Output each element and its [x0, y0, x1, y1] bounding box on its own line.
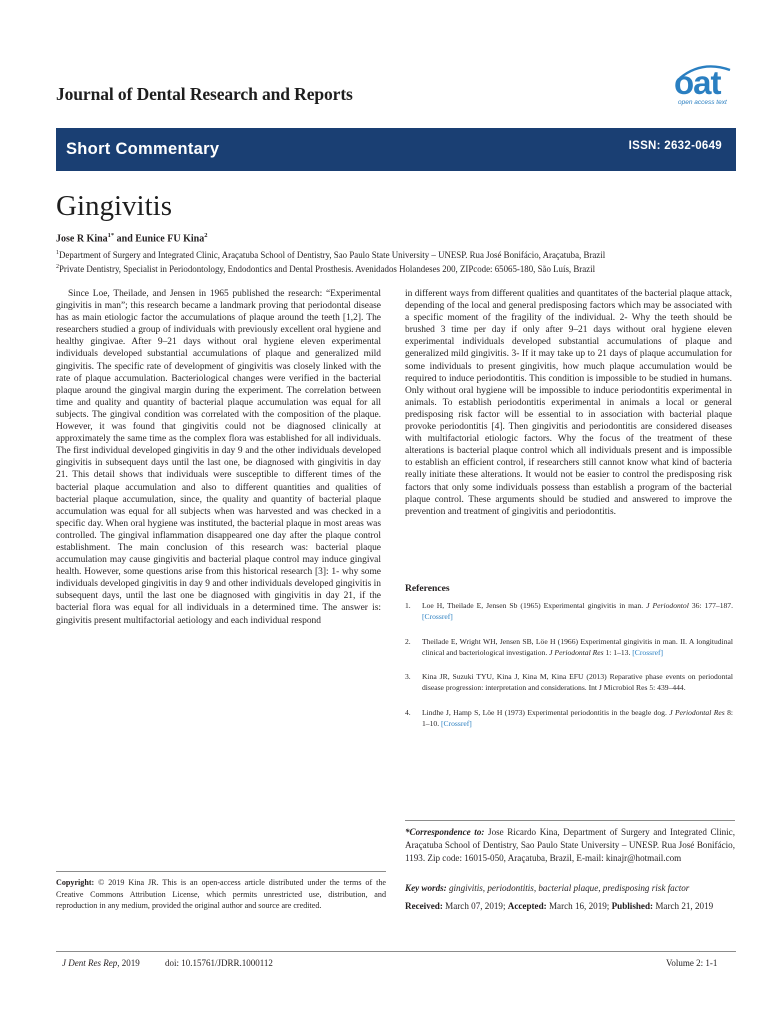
footer-year: 2019 — [119, 958, 140, 968]
reference-journal: J Periodontol — [646, 601, 689, 610]
issn-label: ISSN: 2632-0649 — [628, 140, 722, 152]
references-heading: References — [405, 583, 450, 594]
reference-item — [405, 600, 733, 623]
body-left-column: Since Loe, Theilade, and Jensen in 1965 published the research: “Experimental gingivitis in man”; this research became a landmark proving that periodontal disease has as main etiologic factor the accumulations of plaque around the teeth [1,2]. The researchers studied a group of individuals with previously excellent oral hygiene and healthy gingivae. After 9–21 days without oral hygiene eleven experimental individuals developed substantial accumulations of plaque and generalized mild gingivitis. The specific rate of development of gingivitis was closely linked with the rate of plaque accumulation. Bacteriological changes were verified in the bacterial plaque around the gingival margin during the experiment. The correlation between time and quality and quantity of bacterial plaque accumulation was equal for all subjects. The gingival condition was correlated with the composition of the plaque. However, it was found that gingivitis could not be diagnosed clinically at approximately the same time as the complex flora was established for all individuals. The first individual developed gingivitis in day 9 and the other individuals developed gingivitis in subsequent days until the last one, be diagnosed with gingivitis in day 21. This detail shows that individuals were susceptible to different times of the bacterial plaque accumulation and also to different quantities and qualities of bacterial plaque accumulation, since, the quality and quantity of bacterial plaque accumulation was equal for all subjects when was harvested and was checked in a specific day. When oral hygiene was instituted, the bacterial plaque in most areas was controlled. The gingival inflammation disappeared one day after the plaque control establishment. The main conclusion of this research was: bacterial plaque accumulation may cause gingivitis and bacterial plaque control may induce gingival health. However, some questions arise from this historical research [3]: 1- why some individuals developed gingivitis in day 9 and other individuals developed gingivitis in subsequent days, until the last one be diagnosed with gingivitis in day 21, if the bacterial flora was equal for all individuals in a determined time. The answer is: gingivitis present multifactorial aetiology and each individual respond — [56, 289, 381, 626]
author-1-sup: 1* — [107, 232, 115, 239]
reference-number: 4. — [405, 707, 411, 717]
reference-rest: 8: 1–10. — [422, 707, 733, 729]
published-label: Published: — [611, 901, 654, 911]
author-and: and — [114, 233, 136, 245]
affiliation-1 — [56, 250, 605, 260]
affiliation-1-text: Department of Surgery and Integrated Clinic, Araçatuba School of Dentistry, Sao Paulo State University – UNESP. Rua José Bonifácio, Araçatuba, Brazil — [59, 250, 606, 260]
affiliation-1-sup: 1 — [56, 250, 59, 257]
correspondence-divider — [405, 820, 735, 821]
body-right-column: in different ways from different qualities and quantitates of the bacterial plaque attack, depending of the local and general predisposing factors which may be associated with a specific moment of the fragility of the individual. 2- Why the teeth should be brushed 3 time per day if only after 9–21 days without oral hygiene eleven experimental individuals developed substantial accumulations of plaque and generalized mild gingivitis. 3- If it may take up to 21 days of plaque accumulation for some individuals to present gingivitis, how much plaque accumulation would be required to induce periodontitis. This condition is impossible to be studied in humans. Only without oral hygiene will be impossible to induce periodontitis experimental in animals. To establish periodontitis experimental in animals a local or general predisposing risk factor will be essential to in association with bacterial plaque provoke periodontitis [4]. Then gingivitis and periodontitis are considered diseases with multifactorial etiologic factors. Why the focus of the treatment of these alterations is bacterial plaque control which all individuals present and is impossible to establish an efficient control, if researchers still cannot know what kind of bacteria really initiate these alterations. It would not be easier to control the predisposing risk factors that only some individuals possess than establish a program of the bacterial plaque control. These arguments should be studied and answered to improve the prevention and treatment of gingivitis and periodontitis. — [405, 289, 732, 517]
reference-text: Lindhe J, Hamp S, Löe H (1973) Experimental periodontitis in the beagle dog. — [422, 707, 670, 717]
affiliation-2-text: Private Dentistry, Specialist in Periodontology, Endodontics and Dental Prosthesis. Avenidados Holandeses 200, ZIPcode: 65065-180, São Luís, Brazil — [59, 264, 596, 274]
copyright-text: © 2019 Kina JR. This is an open-access article distributed under the terms of the Creative Commons Attribution License, which permits unrestricted use, distribution, and reproduction in any medium, provided the original author and source are credited. — [56, 878, 386, 911]
reference-item — [405, 671, 733, 694]
author-line — [56, 232, 207, 244]
correspondence-label: *Correspondence to: — [405, 827, 485, 837]
reference-number: 1. — [405, 601, 411, 610]
reference-list — [405, 600, 733, 742]
reference-text: Theilade E, Wright WH, Jensen SB, Löe H (1966) Experimental gingivitis in man. II. A longitudinal clinical and bacteriological investigation. — [422, 636, 733, 657]
affiliation-2-sup: 2 — [56, 264, 59, 271]
reference-item — [405, 636, 733, 659]
dates-block — [405, 900, 735, 913]
reference-number: 2. — [405, 636, 411, 646]
footer-doi[interactable]: doi: 10.15761/JDRR.1000112 — [165, 958, 273, 968]
journal-title: Journal of Dental Research and Reports — [56, 84, 353, 104]
keywords-value: gingivitis, periodontitis, bacterial plaque, predisposing risk factor — [446, 883, 690, 893]
reference-rest: 36: 177–187. — [688, 601, 733, 610]
author-1: Jose R Kina — [56, 233, 108, 245]
received-date: March 07, 2019; — [442, 901, 508, 911]
footer-citation — [62, 958, 140, 968]
reference-text: Kina JR, Suzuki TYU, Kina J, Kina M, Kina EFU (2013) Reparative phase events on periodontal disease progression: interpretation and considerations. Int J Microbiol Res 5: 439–444. — [422, 672, 733, 693]
reference-journal: J Periodontal Res — [669, 707, 725, 717]
reference-text: Loe H, Theilade E, Jensen Sb (1965) Experimental gingivitis in man. — [422, 601, 647, 610]
accepted-label: Accepted: — [507, 901, 547, 911]
footer-volume: Volume 2: 1-1 — [666, 958, 718, 968]
footer-divider — [56, 951, 736, 952]
author-2: Eunice FU Kina — [135, 233, 205, 245]
reference-rest: 1: 1–13. — [603, 647, 633, 657]
author-2-sup: 2 — [204, 232, 208, 239]
keywords-block — [405, 883, 735, 893]
correspondence-block — [405, 826, 735, 865]
article-title: Gingivitis — [56, 190, 173, 222]
footer-journal-abbrev: J Dent Res Rep, — [62, 958, 120, 968]
article-type-banner — [56, 128, 736, 171]
accepted-date: March 16, 2019; — [546, 901, 612, 911]
keywords-label: Key words: — [405, 883, 447, 893]
copyright-block — [56, 877, 386, 912]
received-label: Received: — [405, 901, 443, 911]
reference-journal: J Periodontal Res — [549, 647, 604, 657]
logo-tagline: open access text — [678, 99, 727, 106]
affiliation-2 — [56, 264, 595, 274]
article-type-label: Short Commentary — [66, 140, 220, 158]
crossref-link[interactable]: [Crossref] — [440, 719, 472, 729]
copyright-label: Copyright: — [56, 878, 95, 887]
logo-word: oat — [674, 64, 721, 101]
correspondence-text: Jose Ricardo Kina, Department of Surgery and Integrated Clinic, Araçatuba School of Dentistry, Sao Paulo State University – UNESP. Rua José Bonifácio, 1193. Zip code: 16015-050, Araçatuba, Brazil, E-mail: kinajr@hotmail.com — [405, 827, 735, 863]
published-date: March 21, 2019 — [653, 901, 714, 911]
copyright-divider — [56, 871, 386, 872]
reference-item — [405, 707, 733, 730]
reference-number: 3. — [405, 672, 411, 682]
publisher-logo — [672, 64, 736, 112]
crossref-link[interactable]: [Crossref] — [422, 612, 453, 622]
crossref-link[interactable]: [Crossref] — [632, 647, 664, 657]
